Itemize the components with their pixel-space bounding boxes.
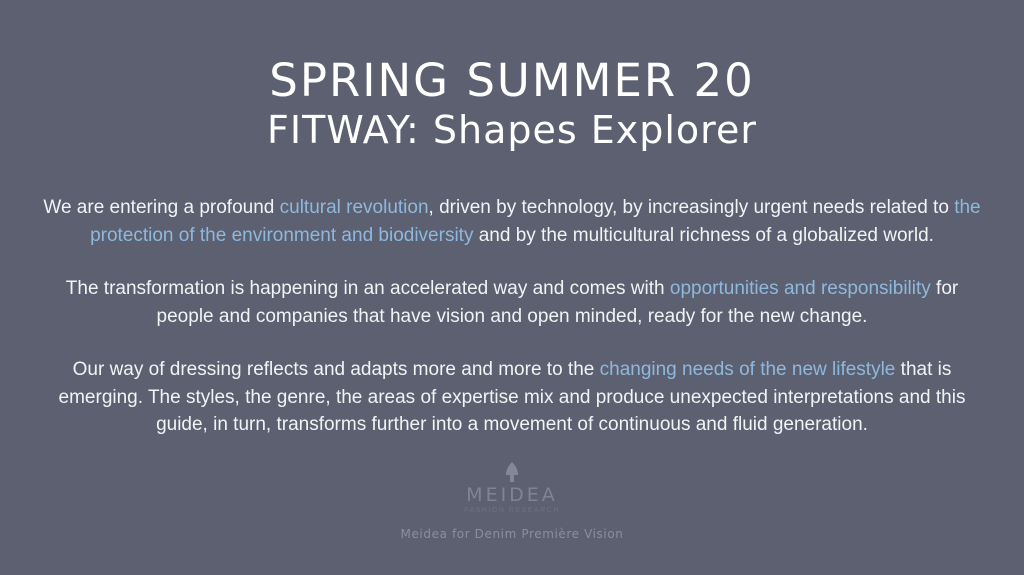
text-segment: Our way of dressing reflects and adapts more and more to the	[72, 359, 600, 381]
text-segment: for people and companies that have vision and open minded, ready for the new change.	[156, 278, 959, 327]
body-text-block	[0, 194, 1024, 439]
text-segment: that is emerging. The styles, the genre, the areas of expertise mix and produce unexpected interpretations and this guide, in turn, transforms further into a movement of continuous and fluid generation.	[58, 359, 966, 436]
page-subtitle: FITWAY: Shapes Explorer	[267, 108, 757, 153]
paragraph-2	[36, 275, 988, 330]
page-title: SPRING SUMMER 20	[269, 54, 755, 107]
text-segment: , driven by technology, by increasingly urgent needs related to	[428, 196, 955, 218]
title-block	[0, 0, 1024, 154]
text-segment: The transformation is happening in an accelerated way and comes with	[65, 278, 670, 300]
highlighted-phrase: opportunities and responsibility	[669, 278, 931, 300]
highlighted-phrase: cultural revolution	[279, 196, 429, 218]
slide-footer	[0, 461, 1024, 541]
paragraph-3	[36, 356, 988, 439]
paragraph-1	[36, 194, 988, 249]
text-segment: We are entering a profound	[43, 196, 280, 218]
highlighted-phrase: changing needs of the new lifestyle	[599, 359, 896, 381]
leaf-icon	[499, 461, 525, 483]
text-segment: and by the multicultural richness of a globalized world.	[473, 224, 934, 246]
logo-wordmark: MEIDEA	[466, 484, 558, 506]
highlighted-phrase: the protection of the environment and biodiversity	[90, 196, 981, 246]
footer-caption: Meidea for Denim Première Vision	[400, 527, 624, 541]
meidea-logo	[464, 461, 560, 514]
logo-tagline: FASHION RESEARCH	[464, 507, 560, 514]
